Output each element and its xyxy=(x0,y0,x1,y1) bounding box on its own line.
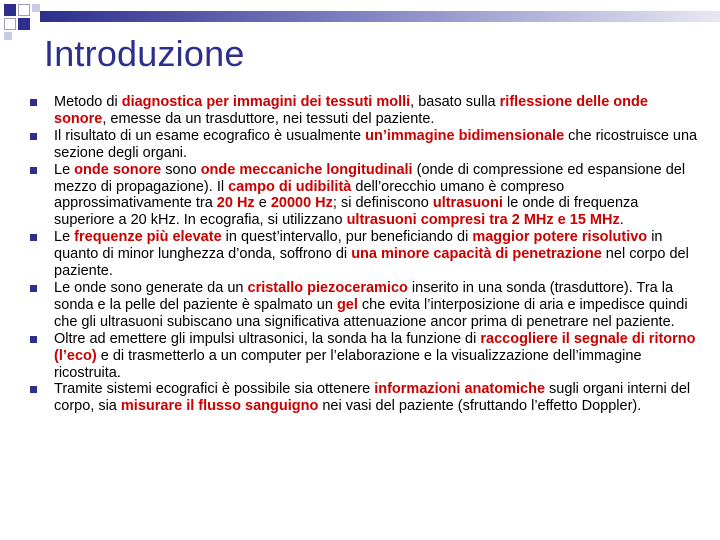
bullet-item xyxy=(30,229,702,280)
bullet-text xyxy=(54,128,702,162)
text-segment: e xyxy=(254,195,271,212)
text-segment: , emesse da un trasduttore, nei tessuti del paziente. xyxy=(102,110,435,127)
highlighted-term: ultrasuoni compresi tra 2 MHz e 15 MHz xyxy=(346,212,620,229)
bullet-text xyxy=(54,94,702,128)
bullet-text xyxy=(54,381,702,415)
deco-square xyxy=(4,32,12,40)
text-segment: inserito in una sonda (trasduttore). Tra la sonda e la pelle del paziente è spalmato un xyxy=(54,279,674,313)
text-segment: e di trasmetterlo a un computer per l’elaborazione e la visualizzazione dell’immagine ricostruita. xyxy=(54,347,642,381)
text-segment: ; si definiscono xyxy=(332,195,433,212)
bullet-square-icon xyxy=(30,331,54,348)
text-segment: , basato sulla xyxy=(410,94,500,110)
text-segment: Le xyxy=(54,161,75,178)
text-segment: in quest’intervallo, pur beneficiando di xyxy=(221,229,473,246)
text-segment: dell’orecchio umano è compreso approssimativamente tra xyxy=(54,178,565,212)
bullet-item xyxy=(30,381,702,415)
bullet-square-icon xyxy=(30,229,54,246)
highlighted-term: una minore capacità di penetrazione xyxy=(351,246,602,263)
deco-square xyxy=(18,18,30,30)
highlighted-term: raccogliere il segnale di ritorno (l’eco) xyxy=(54,330,696,364)
text-segment: che evita l’interposizione di aria e impedisce quindi che gli ultrasuoni subiscano una significativa attenuazione ancor prima di penetrare nel paziente. xyxy=(54,296,688,330)
text-segment: sugli organi interni del corpo, sia xyxy=(54,381,691,415)
highlighted-term: riflessione delle onde sonore xyxy=(54,94,648,127)
bullet-text xyxy=(54,229,702,280)
bullet-square-icon xyxy=(30,162,54,179)
text-segment: nel corpo del paziente. xyxy=(54,246,689,280)
text-segment: (onde di compressione ed espansione del mezzo di propagazione). Il xyxy=(54,161,686,195)
text-segment: le onde di frequenza superiore a 20 kHz. In ecografia, si utilizzano xyxy=(54,195,639,229)
deco-square xyxy=(18,4,30,16)
bullet-text xyxy=(54,331,702,382)
highlighted-term: diagnostica per immagini dei tessuti molli xyxy=(121,94,411,110)
bullet-item xyxy=(30,280,702,331)
highlighted-term: onde meccaniche longitudinali xyxy=(200,161,413,178)
bullet-square-icon xyxy=(30,381,54,398)
highlighted-term: informazioni anatomiche xyxy=(374,381,546,398)
deco-square xyxy=(4,18,16,30)
bullet-text xyxy=(54,162,702,230)
text-segment: in quanto di minor lunghezza d’onda, soffrono di xyxy=(54,229,663,263)
text-segment: nei vasi del paziente (sfruttando l’effetto Doppler). xyxy=(318,398,642,415)
text-segment: Le xyxy=(54,229,75,246)
text-segment: che ricostruisce una sezione degli organi. xyxy=(54,127,698,161)
bullet-item xyxy=(30,162,702,230)
bullet-square-icon xyxy=(30,94,54,111)
text-segment: sono xyxy=(161,161,201,178)
highlighted-term: gel xyxy=(336,296,358,313)
highlighted-term: 20 Hz xyxy=(216,195,255,212)
text-segment: . xyxy=(619,212,624,229)
bullet-list xyxy=(30,94,702,415)
bullet-text xyxy=(54,280,702,331)
bullet-square-icon xyxy=(30,280,54,297)
text-segment: Il risultato di un esame ecografico è usualmente xyxy=(54,127,366,144)
highlighted-term: onde sonore xyxy=(74,161,162,178)
bullet-item xyxy=(30,128,702,162)
deco-square xyxy=(4,4,16,16)
bullet-item xyxy=(30,331,702,382)
highlighted-term: maggior potere risolutivo xyxy=(472,229,648,246)
text-segment: Tramite sistemi ecografici è possibile sia ottenere xyxy=(54,381,375,398)
title-gradient-bar xyxy=(40,11,720,22)
bullet-square-icon xyxy=(30,128,54,145)
highlighted-term: misurare il flusso sanguigno xyxy=(120,398,319,415)
text-segment: Oltre ad emettere gli impulsi ultrasonici, la sonda ha la funzione di xyxy=(54,330,481,347)
text-segment: Metodo di xyxy=(54,94,122,110)
slide-title: Introduzione xyxy=(44,33,245,74)
highlighted-term: un’immagine bidimensionale xyxy=(365,127,565,144)
highlighted-term: ultrasuoni xyxy=(432,195,503,212)
highlighted-term: campo di udibilità xyxy=(228,178,352,195)
highlighted-term: frequenze più elevate xyxy=(74,229,222,246)
highlighted-term: cristallo piezoceramico xyxy=(247,279,408,296)
deco-square xyxy=(32,4,40,12)
highlighted-term: 20000 Hz xyxy=(270,195,333,212)
bullet-item xyxy=(30,94,702,128)
text-segment: Le onde sono generate da un xyxy=(54,279,248,296)
